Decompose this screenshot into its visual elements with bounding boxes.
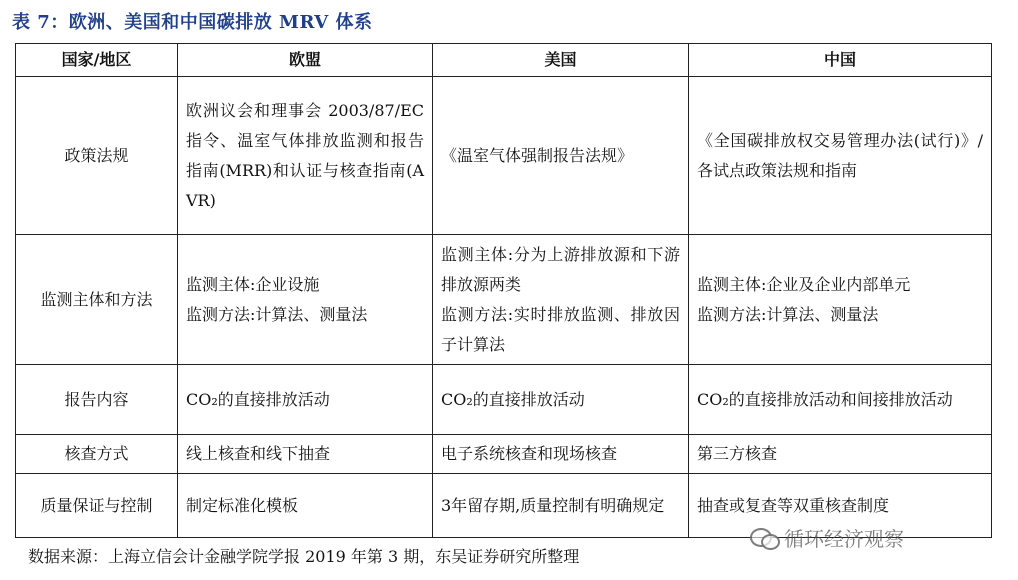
watermark-text: 循环经济观察 (784, 527, 904, 551)
cell-us-quality: 3年留存期,质量控制有明确规定 (433, 474, 689, 538)
table-row (16, 235, 992, 365)
cell-text: 《温室气体强制报告法规》 (441, 145, 634, 165)
table-header-row (16, 44, 992, 77)
cell-us-policy (433, 77, 689, 235)
cell-cn-monitoring (689, 235, 992, 365)
cell-eu-monitoring (178, 235, 433, 365)
column-header-us: 美国 (433, 44, 689, 77)
cell-us-monitoring (433, 235, 689, 365)
cell-cn-policy (689, 77, 992, 235)
cell-text: 监测方法:实时排放监测、排放因子计算法 (441, 304, 680, 354)
cell-us-verification: 电子系统核查和现场核查 (433, 435, 689, 474)
row-header-verification: 核查方式 (16, 435, 178, 474)
cell-eu-policy (178, 77, 433, 235)
row-header-quality: 质量保证与控制 (16, 474, 178, 538)
column-header-eu: 欧盟 (178, 44, 433, 77)
cell-text: 监测主体:分为上游排放源和下游排放源两类 (441, 244, 680, 294)
cell-cn-report: CO₂的直接排放活动和间接排放活动 (689, 365, 992, 435)
cell-cn-quality: 抽查或复查等双重核查制度 (689, 474, 992, 538)
table-row (16, 435, 992, 474)
cell-text: 监测方法:计算法、测量法 (697, 304, 879, 324)
wechat-icon (750, 526, 780, 550)
watermark (750, 523, 904, 552)
cell-us-report: CO₂的直接排放活动 (433, 365, 689, 435)
cell-eu-report: CO₂的直接排放活动 (178, 365, 433, 435)
table-title: 表 7：欧洲、美国和中国碳排放 MRV 体系 (12, 12, 373, 33)
cell-text: 监测主体:企业及企业内部单元 (697, 274, 911, 294)
row-header-monitoring: 监测主体和方法 (16, 235, 178, 365)
row-header-report: 报告内容 (16, 365, 178, 435)
cell-cn-verification: 第三方核查 (689, 435, 992, 474)
cell-text: 《全国碳排放权交易管理办法(试行)》/各试点政策法规和指南 (697, 130, 983, 180)
data-source-note: 数据来源：上海立信会计金融学院学报 2019 年第 3 期，东吴证券研究所整理 (28, 547, 580, 566)
row-header-policy: 政策法规 (16, 77, 178, 235)
cell-eu-quality: 制定标准化模板 (178, 474, 433, 538)
cell-text: 监测主体:企业设施 (186, 274, 320, 294)
cell-text: 监测方法:计算法、测量法 (186, 304, 368, 324)
mrv-table (15, 43, 992, 538)
table-row (16, 365, 992, 435)
column-header-region: 国家/地区 (16, 44, 178, 77)
cell-text: 欧洲议会和理事会 2003/87/EC 指令、温室气体排放监测和报告指南(MRR)和认证与核查指南(AVR) (186, 100, 424, 210)
cell-eu-verification: 线上核查和线下抽查 (178, 435, 433, 474)
column-header-cn: 中国 (689, 44, 992, 77)
table-row (16, 77, 992, 235)
